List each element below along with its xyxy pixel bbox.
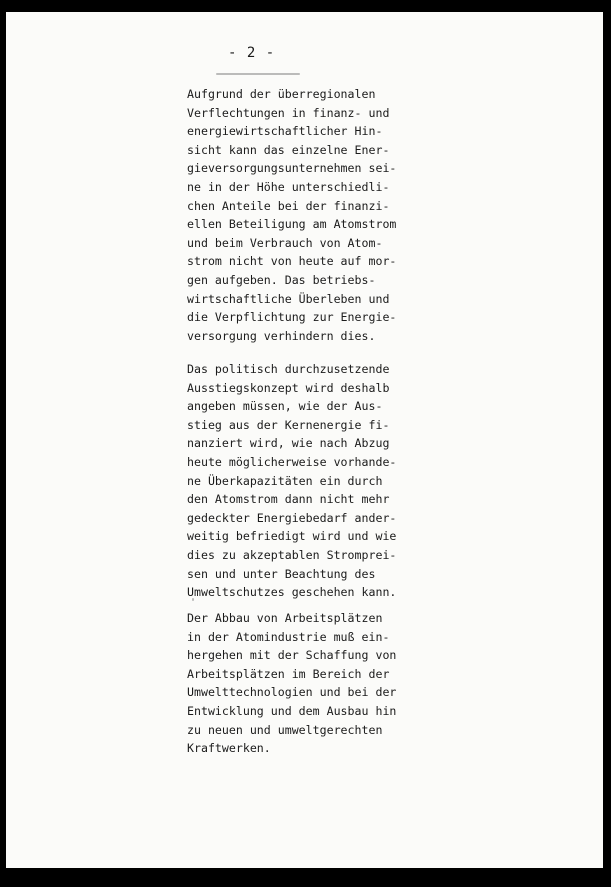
- text-line: gieversorgungsunternehmen sei-: [187, 161, 397, 176]
- paragraph: [187, 360, 419, 602]
- text-line: den Atomstrom dann nicht mehr: [187, 492, 390, 507]
- text-line: die Verpflichtung zur Energie-: [187, 310, 397, 325]
- text-line: ne in der Höhe unterschiedli-: [187, 179, 390, 194]
- text-line: Ausstiegskonzept wird deshalb: [187, 380, 390, 395]
- text-line: in der Atomindustrie muß ein-: [187, 629, 390, 644]
- text-line: wirtschaftliche Überleben und: [187, 291, 390, 306]
- text-line: Umweltschutzes geschehen kann.: [187, 585, 397, 600]
- text-line: dies zu akzeptablen Stromprei-: [187, 547, 397, 562]
- text-line: energiewirtschaftlicher Hin-: [187, 124, 383, 139]
- scan-smudge: [216, 73, 300, 75]
- text-line: nanziert wird, wie nach Abzug: [187, 436, 390, 451]
- text-line: Kraftwerken.: [187, 741, 271, 756]
- document-page: [6, 12, 603, 868]
- text-line: gedeckter Energiebedarf ander-: [187, 510, 397, 525]
- text-line: Verflechtungen in finanz- und: [187, 105, 390, 120]
- text-line: versorgung verhindern dies.: [187, 328, 376, 343]
- text-line: Der Abbau von Arbeitsplätzen: [187, 611, 383, 625]
- paragraph: [187, 85, 419, 345]
- text-line: ne Überkapazitäten ein durch: [187, 473, 383, 488]
- text-line: und beim Verbrauch von Atom-: [187, 235, 383, 250]
- text-line: Das politisch durchzusetzende: [187, 362, 390, 376]
- text-line: Umwelttechnologien und bei der: [187, 685, 397, 700]
- text-line: Entwicklung und dem Ausbau hin: [187, 703, 397, 718]
- text-line: Aufgrund der überregionalen: [187, 87, 376, 101]
- text-line: strom nicht von heute auf mor-: [187, 254, 397, 269]
- text-line: zu neuen und umweltgerechten: [187, 722, 383, 737]
- text-line: heute möglicherweise vorhande-: [187, 454, 397, 469]
- paragraph: [187, 609, 419, 758]
- text-line: weitig befriedigt wird und wie: [187, 529, 397, 544]
- text-line: gen aufgeben. Das betriebs-: [187, 272, 376, 287]
- text-line: ellen Beteiligung am Atomstrom: [187, 217, 397, 232]
- text-line: hergehen mit der Schaffung von: [187, 648, 397, 663]
- text-line: sicht kann das einzelne Ener-: [187, 142, 390, 157]
- text-line: angeben müssen, wie der Aus-: [187, 399, 383, 414]
- text-line: stieg aus der Kernenergie fi-: [187, 417, 390, 432]
- page-number: - 2 -: [228, 45, 276, 61]
- text-line: chen Anteile bei der finanzi-: [187, 198, 390, 213]
- text-line: Arbeitsplätzen im Bereich der: [187, 666, 390, 681]
- text-line: sen und unter Beachtung des: [187, 566, 376, 581]
